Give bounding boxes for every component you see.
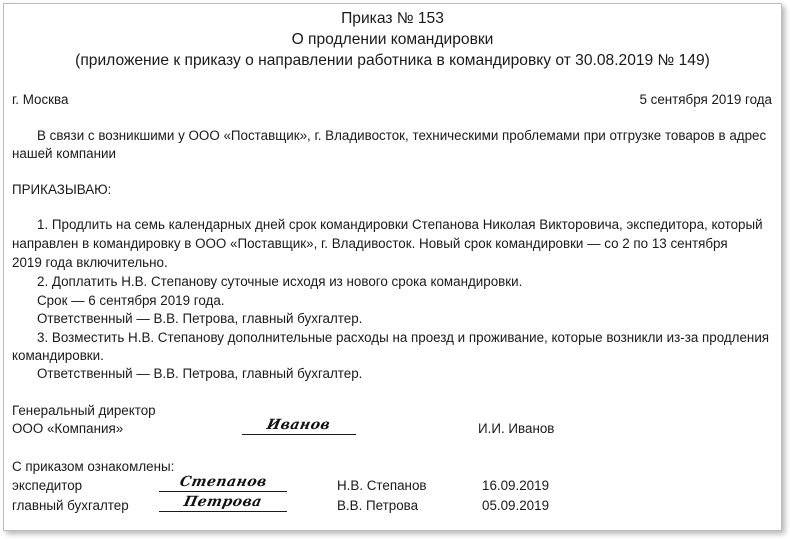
item-3-responsible: Ответственный — В.В. Петрова, главный бухгалтер. [37, 366, 363, 381]
order-word: ПРИКАЗЫВАЮ: [12, 182, 112, 197]
item-1-line-1: 1. Продлить на семь календарных дней срок командировки Степанова Николая Викторовича, экспедитора, который [37, 217, 763, 232]
item-2-responsible: Ответственный — В.В. Петрова, главный бухгалтер. [37, 311, 363, 326]
order-appendix-note: (приложение к приказу о направлении работника в командировку от 30.08.2019 № 149) [75, 52, 710, 69]
order-subject: О продлении командировки [291, 31, 494, 48]
acquainted-date: 05.09.2019 [482, 498, 550, 513]
order-title: Приказ № 153 [341, 10, 444, 27]
acquainted-signature: Петрова [159, 493, 287, 512]
acquainted-name: Н.В. Степанов [337, 478, 427, 493]
preamble-line-2: нашей компании [12, 146, 116, 161]
preamble-line-1: В связи с возникшими у ООО «Поставщик», г. Владивосток, техническими проблемами при отгрузке товаров в адрес [37, 128, 767, 143]
acquainted-position: экспедитор [12, 478, 83, 493]
director-name: И.И. Иванов [478, 421, 555, 436]
acquainted-position: главный бухгалтер [12, 498, 129, 513]
document-sheet [3, 3, 782, 531]
item-2-line-1: 2. Доплатить Н.В. Степанову суточные исходя из нового срока командировки. [37, 274, 523, 289]
director-signature: Иванов [242, 416, 356, 435]
director-position: Генеральный директор [12, 403, 156, 418]
city: г. Москва [12, 92, 69, 107]
acquainted-signature: Степанов [159, 473, 287, 492]
acquainted-name: В.В. Петрова [337, 498, 419, 513]
acquainted-date: 16.09.2019 [482, 478, 550, 493]
item-1-line-3: 2019 года включительно. [12, 255, 168, 270]
director-company: ООО «Компания» [12, 421, 124, 436]
item-3-line-2: командировки. [12, 348, 104, 363]
item-2-deadline: Срок — 6 сентября 2019 года. [37, 293, 225, 308]
order-date: 5 сентября 2019 года [639, 92, 772, 107]
acquainted-heading: С приказом ознакомлены: [12, 459, 175, 474]
item-3-line-1: 3. Возместить Н.В. Степанову дополнительные расходы на проезд и проживание, которые возникли из-за продления [37, 330, 770, 345]
item-1-line-2: направлен в командировку в ООО «Поставщик», г. Владивосток. Новый срок командировки — со 2 по 13 сентября [12, 236, 728, 251]
